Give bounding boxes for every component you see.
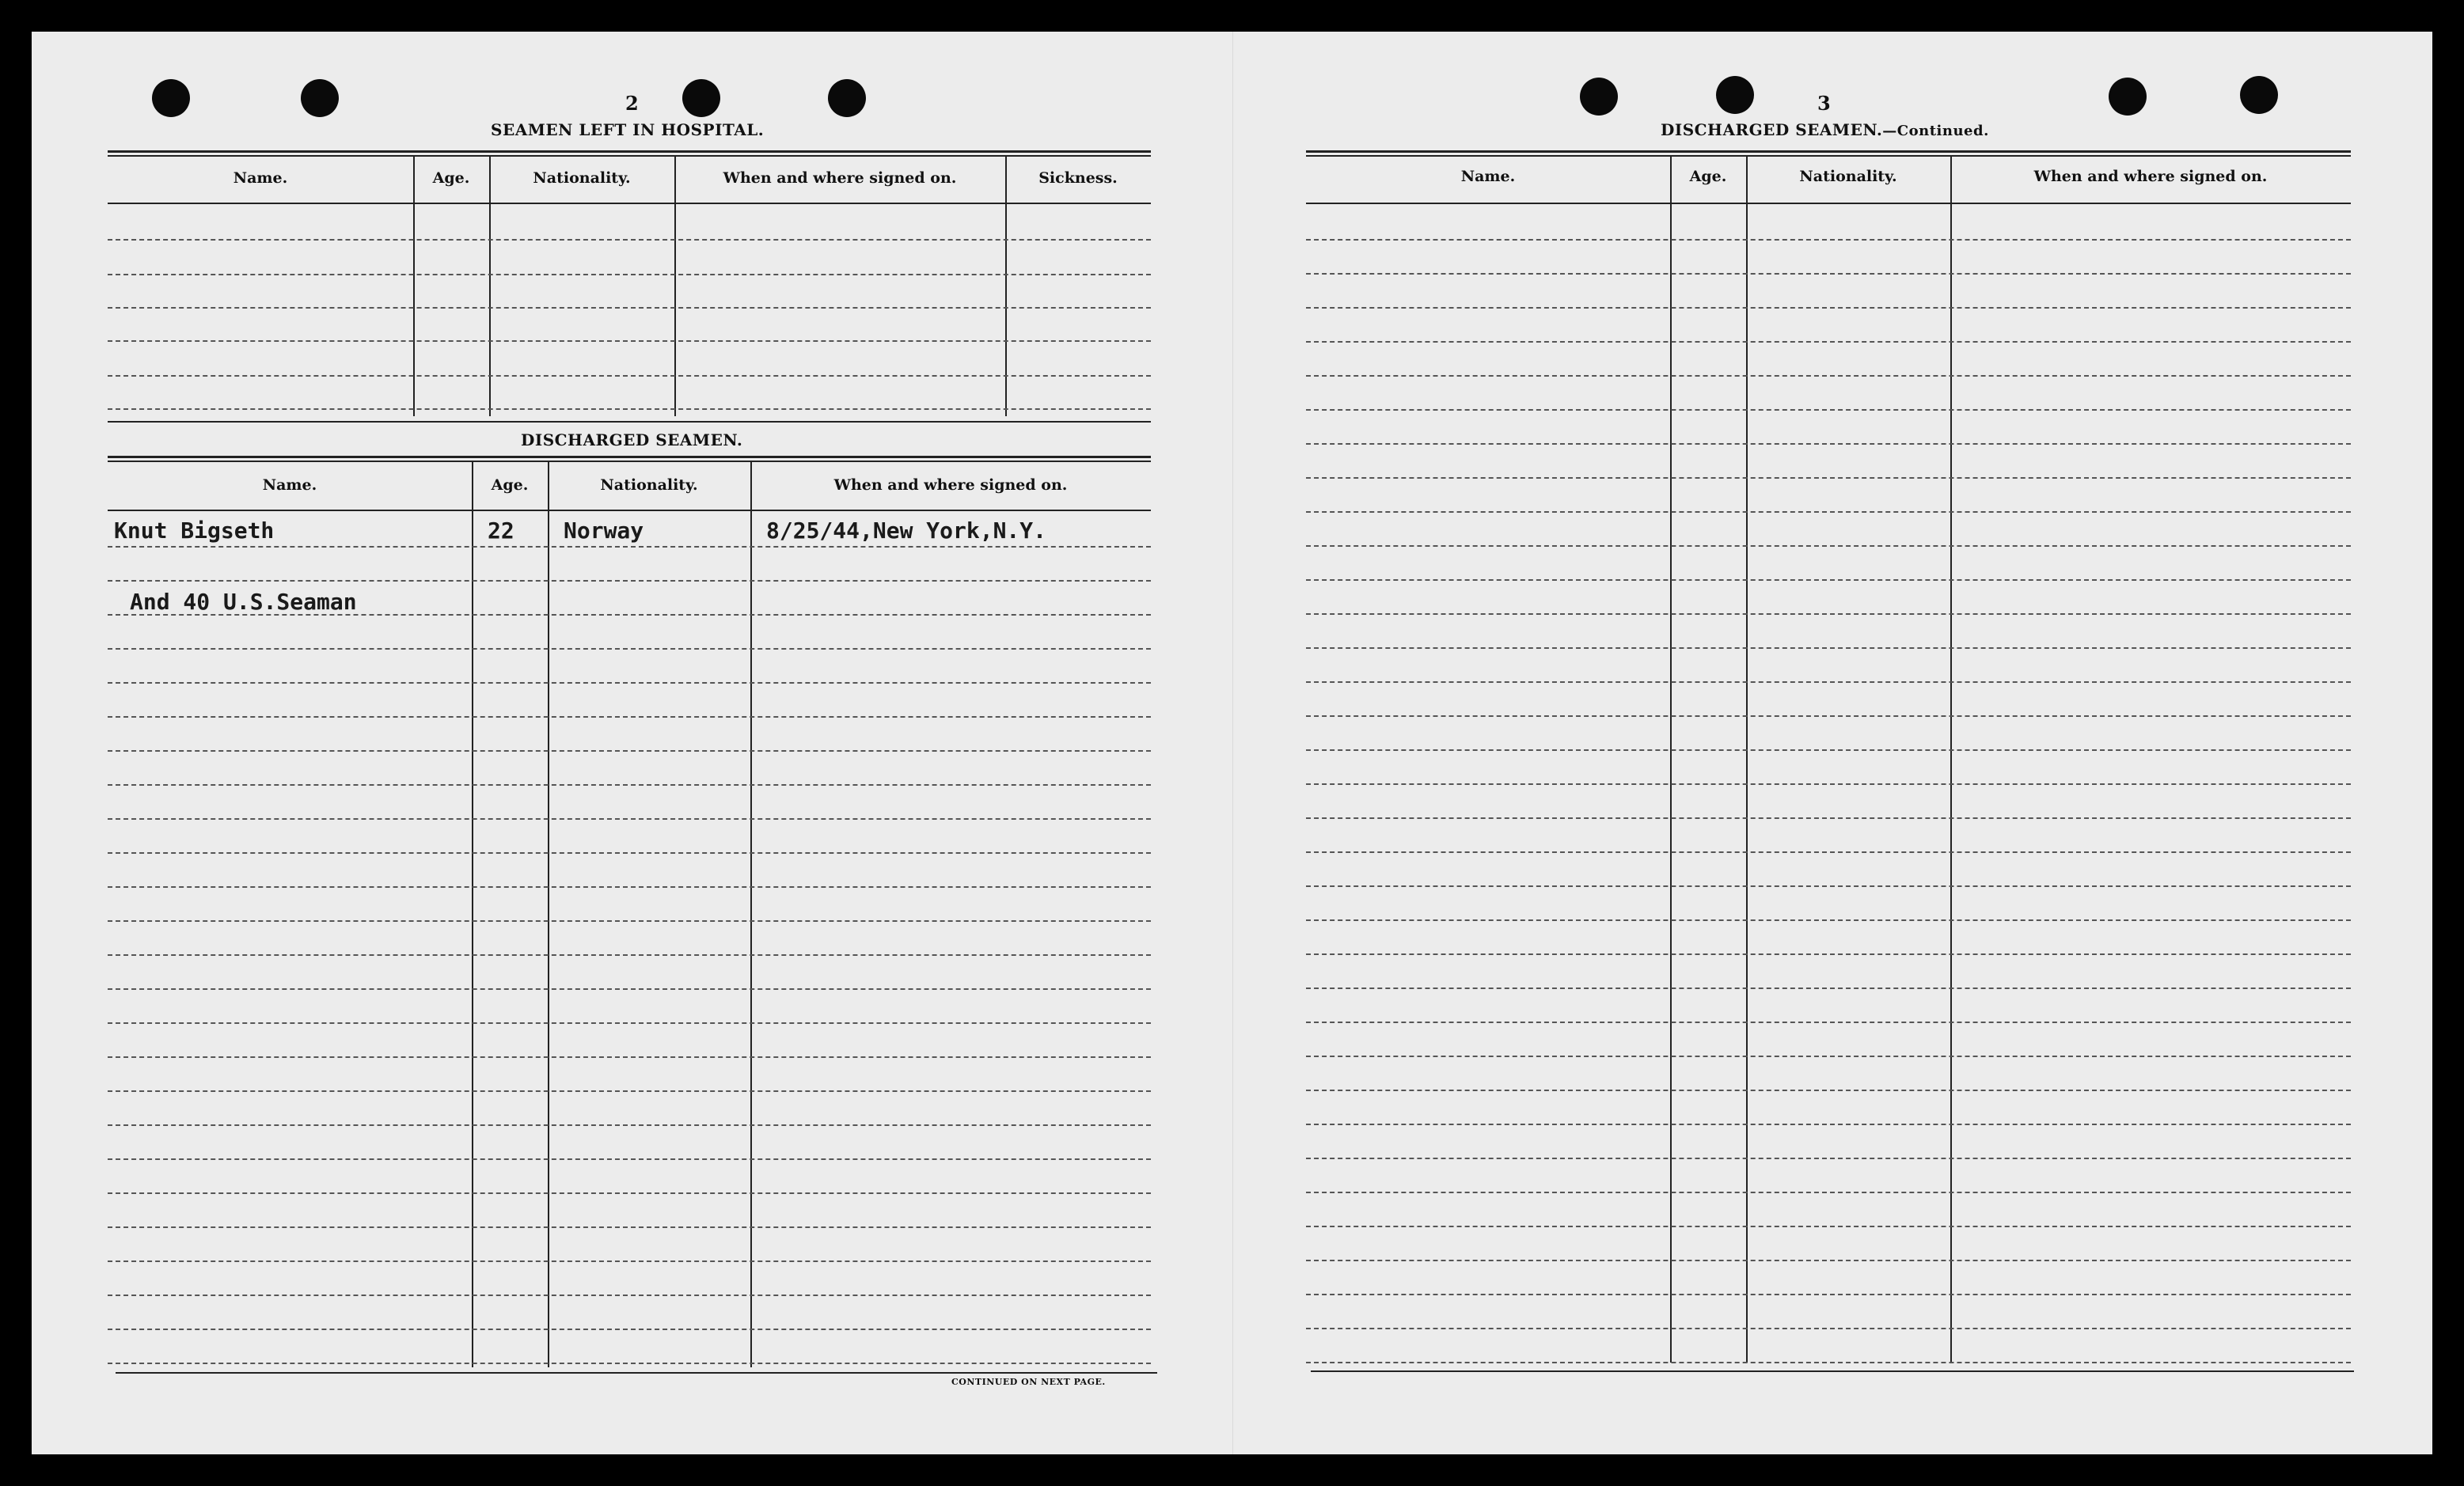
right-row-line <box>1306 443 2351 445</box>
hospital-row-line <box>108 408 1151 410</box>
hospital-col-sickness: Sickness. <box>1038 169 1118 187</box>
right-row-line <box>1306 477 2351 479</box>
discharged-col-divider <box>548 461 549 1367</box>
hospital-col-age: Age. <box>432 169 470 187</box>
right-row-line <box>1306 953 2351 955</box>
right-row-line <box>1306 1158 2351 1159</box>
right-header-rule <box>1306 203 2351 204</box>
discharged-row-line <box>108 1056 1151 1058</box>
right-bottom-rule <box>1311 1370 2354 1372</box>
right-row-line <box>1306 715 2351 717</box>
right-title-text: DISCHARGED SEAMEN. <box>1661 120 1883 139</box>
right-row-line <box>1306 1226 2351 1227</box>
right-row-line <box>1306 1124 2351 1125</box>
seaman-nationality: Norway <box>564 517 644 544</box>
discharged-row-line <box>108 818 1151 820</box>
discharged-row-line <box>108 716 1151 718</box>
discharged-col-age: Age. <box>491 476 529 494</box>
discharged-row-line <box>108 1295 1151 1296</box>
discharged-row-line <box>108 580 1151 582</box>
right-row-line <box>1306 817 2351 819</box>
discharged-row-line <box>108 1090 1151 1092</box>
right-row-line <box>1306 681 2351 683</box>
right-col-signed-on: When and where signed on. <box>2033 168 2268 185</box>
discharged-row-line <box>108 648 1151 650</box>
discharged-note: And 40 U.S.Seaman <box>130 589 357 615</box>
right-row-line <box>1306 1090 2351 1091</box>
punch-hole <box>682 79 720 117</box>
hospital-col-name: Name. <box>233 169 288 187</box>
seaman-age: 22 <box>488 517 514 544</box>
hospital-row-line <box>108 375 1151 377</box>
right-row-line <box>1306 1362 2351 1363</box>
punch-hole <box>2109 78 2147 116</box>
right-row-line <box>1306 409 2351 411</box>
right-row-line <box>1306 851 2351 853</box>
discharged-row-line <box>108 1260 1151 1262</box>
hospital-col-divider <box>1005 155 1007 416</box>
discharged-col-nationality: Nationality. <box>600 476 698 494</box>
right-col-nationality: Nationality. <box>1799 168 1897 185</box>
right-row-line <box>1306 885 2351 887</box>
discharged-col-divider <box>750 461 752 1367</box>
right-row-line <box>1306 341 2351 343</box>
right-col-divider <box>1746 155 1748 1363</box>
right-row-line <box>1306 579 2351 581</box>
discharged-row-line <box>108 1363 1151 1364</box>
hospital-col-divider <box>489 155 491 416</box>
right-section-title <box>1661 120 1989 139</box>
hospital-section-title: SEAMEN LEFT IN HOSPITAL. <box>491 120 765 139</box>
hospital-bottom-rule <box>108 421 1151 423</box>
punch-hole <box>1716 76 1754 114</box>
discharged-col-signed-on: When and where signed on. <box>833 476 1068 494</box>
hospital-col-divider <box>413 155 415 416</box>
right-row-line <box>1306 749 2351 751</box>
punch-hole <box>301 79 339 117</box>
seaman-name: Knut Bigseth <box>114 517 275 544</box>
punch-hole <box>828 79 866 117</box>
right-col-age: Age. <box>1689 168 1727 185</box>
hospital-top-rule <box>108 150 1151 157</box>
discharged-row-line <box>108 988 1151 990</box>
punch-hole <box>2240 76 2278 114</box>
discharged-row-line <box>108 1329 1151 1330</box>
discharged-row-line <box>108 1022 1151 1024</box>
right-row-line <box>1306 647 2351 649</box>
page-number-right: 3 <box>1817 92 1831 115</box>
discharged-row-line <box>108 784 1151 786</box>
page-number-left: 2 <box>625 92 639 115</box>
discharged-row-line <box>108 1158 1151 1160</box>
hospital-row-line <box>108 340 1151 342</box>
seaman-signed-on: 8/25/44,New York,N.Y. <box>766 517 1047 544</box>
discharged-col-divider <box>472 461 473 1367</box>
discharged-row-line <box>108 886 1151 888</box>
punch-hole <box>1580 78 1618 116</box>
continued-footer: CONTINUED ON NEXT PAGE. <box>951 1377 1106 1387</box>
right-col-divider <box>1950 155 1952 1363</box>
right-row-line <box>1306 919 2351 921</box>
right-row-line <box>1306 375 2351 377</box>
hospital-header-rule <box>108 203 1151 204</box>
right-row-line <box>1306 511 2351 513</box>
discharged-row-line <box>108 1226 1151 1228</box>
discharged-row-line <box>108 682 1151 684</box>
hospital-col-divider <box>674 155 676 416</box>
hospital-row-line <box>108 239 1151 241</box>
discharged-row-line <box>108 954 1151 956</box>
right-row-line <box>1306 988 2351 989</box>
right-col-name: Name. <box>1460 168 1516 185</box>
discharged-row-line <box>108 1124 1151 1126</box>
right-row-line <box>1306 1294 2351 1295</box>
right-title-suffix: —Continued. <box>1882 123 1989 139</box>
right-row-line <box>1306 613 2351 615</box>
right-top-rule <box>1306 150 2351 157</box>
right-col-divider <box>1670 155 1672 1363</box>
hospital-col-signed-on: When and where signed on. <box>723 169 957 187</box>
discharged-row-line <box>108 920 1151 922</box>
discharged-col-name: Name. <box>262 476 317 494</box>
discharged-top-rule <box>108 456 1151 462</box>
right-row-line <box>1306 307 2351 309</box>
right-row-line <box>1306 1056 2351 1057</box>
discharged-row-line <box>108 1192 1151 1194</box>
discharged-row-line <box>108 546 1151 548</box>
right-row-line <box>1306 783 2351 785</box>
right-row-line <box>1306 1022 2351 1023</box>
right-row-line <box>1306 545 2351 547</box>
page-fold <box>1232 32 1233 1454</box>
hospital-row-line <box>108 274 1151 275</box>
punch-hole <box>152 79 190 117</box>
discharged-row-line <box>108 852 1151 854</box>
right-row-line <box>1306 239 2351 241</box>
discharged-bottom-rule <box>116 1372 1157 1374</box>
hospital-row-line <box>108 307 1151 309</box>
hospital-col-nationality: Nationality. <box>533 169 631 187</box>
right-row-line <box>1306 1328 2351 1329</box>
discharged-section-title: DISCHARGED SEAMEN. <box>521 430 743 449</box>
discharged-row-line <box>108 750 1151 752</box>
right-row-line <box>1306 1192 2351 1193</box>
right-row-line <box>1306 1260 2351 1261</box>
right-row-line <box>1306 273 2351 275</box>
discharged-header-rule <box>108 510 1151 511</box>
